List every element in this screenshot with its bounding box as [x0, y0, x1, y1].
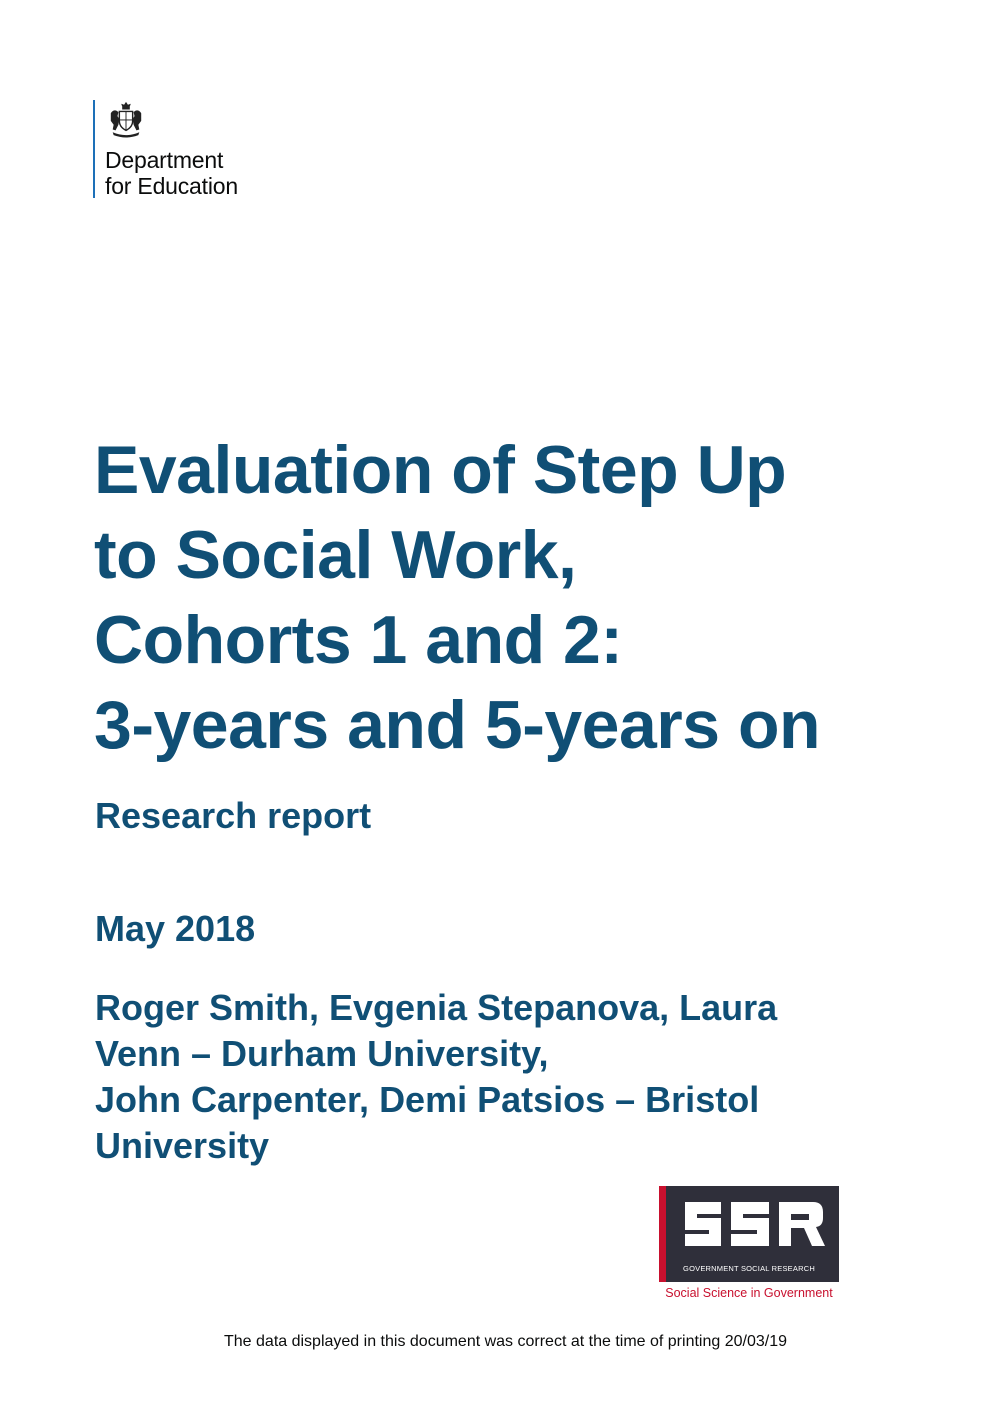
authors-line-1: Roger Smith, Evgenia Stepanova, Laura — [95, 987, 778, 1028]
authors-line-3: John Carpenter, Demi Patsios – Bristol — [95, 1079, 760, 1120]
report-title — [94, 428, 954, 768]
dfe-wordmark — [105, 147, 238, 199]
logo-divider-bar — [93, 100, 95, 198]
publication-date: May 2018 — [95, 908, 256, 949]
dfe-logo — [93, 100, 293, 198]
dfe-line-2: for Education — [105, 173, 238, 199]
gsr-logo — [659, 1186, 839, 1306]
title-line-3: Cohorts 1 and 2: — [94, 602, 623, 678]
title-line-1: Evaluation of Step Up — [94, 432, 787, 508]
gsr-tagline: Social Science in Government — [665, 1286, 833, 1300]
authors — [95, 985, 895, 1169]
authors-line-4: University — [95, 1125, 270, 1166]
authors-line-2: Venn – Durham University, — [95, 1033, 549, 1074]
title-line-2: to Social Work, — [94, 517, 577, 593]
royal-coat-of-arms-icon — [107, 100, 145, 138]
title-line-4: 3-years and 5-years on — [94, 687, 821, 763]
gsr-logo-box — [659, 1186, 839, 1282]
gsr-letters-icon — [681, 1194, 831, 1254]
report-type: Research report — [95, 795, 372, 836]
dfe-line-1: Department — [105, 147, 224, 173]
printing-note: The data displayed in this document was correct at the time of printing 20/03/19 — [224, 1333, 787, 1350]
gsr-caption: GOVERNMENT SOCIAL RESEARCH — [683, 1264, 815, 1273]
